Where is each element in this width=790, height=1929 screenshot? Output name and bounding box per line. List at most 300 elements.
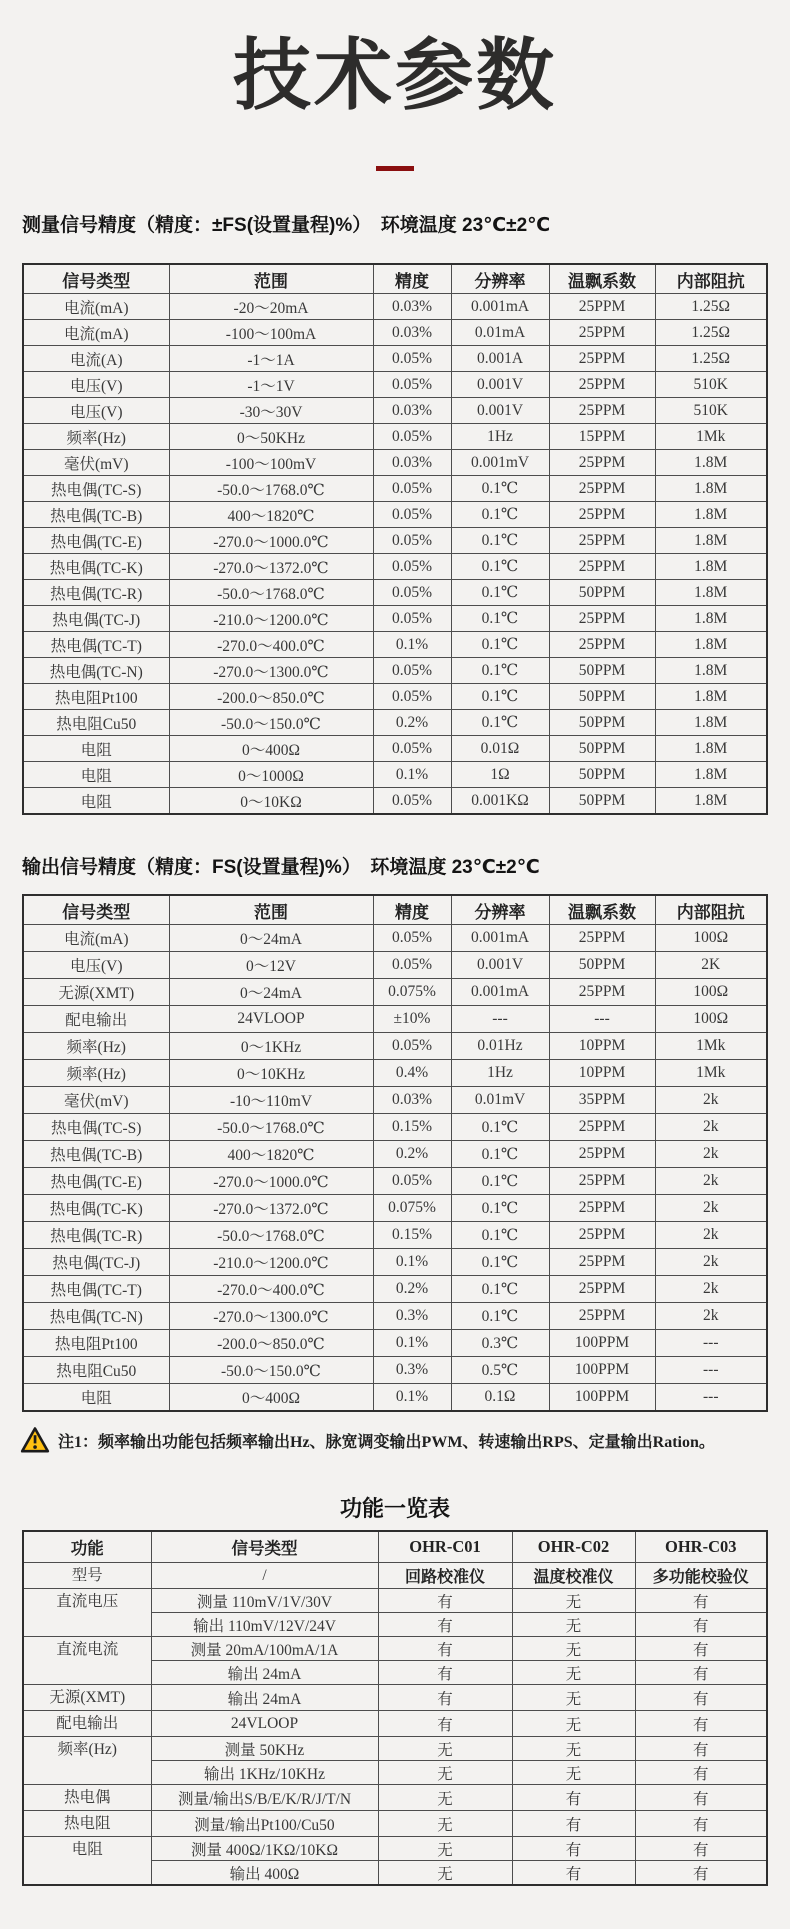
table-row (23, 736, 767, 762)
cell: 热电偶(TC-E) (23, 1168, 169, 1195)
warning-icon (20, 1426, 50, 1454)
cell: 0.001V (451, 398, 549, 424)
cell: 热电偶(TC-J) (23, 606, 169, 632)
cell: 热电偶(TC-K) (23, 1195, 169, 1222)
table-row (23, 502, 767, 528)
cell: 0.1℃ (451, 1249, 549, 1276)
cell: 1.25Ω (655, 294, 767, 320)
cell: 热电偶(TC-R) (23, 580, 169, 606)
cell: 50PPM (549, 684, 655, 710)
cell: 0.15% (373, 1222, 451, 1249)
cell: 无 (378, 1837, 512, 1861)
cell: 0.075% (373, 1195, 451, 1222)
cell: 多功能校验仪 (635, 1563, 767, 1589)
cell: 25PPM (549, 1249, 655, 1276)
cell: 无 (378, 1811, 512, 1837)
cell: 热电阻Cu50 (23, 1357, 169, 1384)
cell: 1.8M (655, 658, 767, 684)
cell: 1.25Ω (655, 346, 767, 372)
table-row (23, 979, 767, 1006)
cell: 1.8M (655, 554, 767, 580)
cell: 1.8M (655, 710, 767, 736)
function-cell: 热电偶 (23, 1785, 151, 1811)
table-header-row (23, 1531, 767, 1563)
cell: 热电偶(TC-T) (23, 632, 169, 658)
cell: 0.001A (451, 346, 549, 372)
function-cell: 频率(Hz) (23, 1737, 151, 1785)
table-row (23, 684, 767, 710)
column-header: 信号类型 (23, 895, 169, 925)
cell: 0.1℃ (451, 710, 549, 736)
cell: 频率(Hz) (23, 1060, 169, 1087)
cell: 0.05% (373, 580, 451, 606)
cell: 0.01Ω (451, 736, 549, 762)
table-row (23, 372, 767, 398)
cell: 0.05% (373, 372, 451, 398)
table-row (23, 1811, 767, 1837)
cell: 0.1℃ (451, 1114, 549, 1141)
table-row (23, 1141, 767, 1168)
cell: 输出 1KHz/10KHz (151, 1761, 378, 1785)
cell: 1Ω (451, 762, 549, 788)
output-section-heading: 输出信号精度（精度：FS(设置量程)%） 环境温度 23℃±2℃ (22, 857, 540, 878)
cell: 0.05% (373, 658, 451, 684)
table-row (23, 762, 767, 788)
cell: -270.0～400.0℃ (169, 1276, 373, 1303)
column-header: 精度 (373, 895, 451, 925)
cell: 25PPM (549, 1195, 655, 1222)
cell: 2k (655, 1114, 767, 1141)
cell: --- (451, 1006, 549, 1033)
cell: 无源(XMT) (23, 979, 169, 1006)
cell: 0.05% (373, 1168, 451, 1195)
cell: 0.4% (373, 1060, 451, 1087)
cell: 50PPM (549, 762, 655, 788)
function-overview-table (22, 1530, 768, 1886)
cell: 有 (635, 1685, 767, 1711)
cell: 无 (512, 1661, 635, 1685)
cell: 25PPM (549, 1141, 655, 1168)
cell: 1Hz (451, 424, 549, 450)
cell: 热电偶(TC-S) (23, 476, 169, 502)
cell: 50PPM (549, 580, 655, 606)
cell: 电流(mA) (23, 320, 169, 346)
table-row (23, 346, 767, 372)
cell: 25PPM (549, 606, 655, 632)
cell: 无 (378, 1761, 512, 1785)
output-accuracy-table (22, 894, 768, 1412)
cell: 毫伏(mV) (23, 1087, 169, 1114)
cell: 0.3% (373, 1303, 451, 1330)
cell: 0～400Ω (169, 1384, 373, 1412)
cell: 0.03% (373, 1087, 451, 1114)
cell: 电压(V) (23, 398, 169, 424)
column-header: 分辨率 (451, 264, 549, 294)
cell: 25PPM (549, 1168, 655, 1195)
cell: 有 (378, 1711, 512, 1737)
cell: 有 (635, 1711, 767, 1737)
cell: / (151, 1563, 378, 1589)
cell: 温度校准仪 (512, 1563, 635, 1589)
cell: 电压(V) (23, 952, 169, 979)
table-row (23, 788, 767, 815)
cell: 有 (378, 1589, 512, 1613)
cell: 电压(V) (23, 372, 169, 398)
cell: 50PPM (549, 658, 655, 684)
cell: 1.8M (655, 580, 767, 606)
cell: 热电偶(TC-E) (23, 528, 169, 554)
cell: 100Ω (655, 979, 767, 1006)
cell: -210.0～1200.0℃ (169, 606, 373, 632)
function-cell: 型号 (23, 1563, 151, 1589)
table-row (23, 1222, 767, 1249)
column-header: 范围 (169, 895, 373, 925)
cell: 25PPM (549, 372, 655, 398)
table-row (23, 424, 767, 450)
table-row (23, 476, 767, 502)
cell: 0.1℃ (451, 632, 549, 658)
cell: 2k (655, 1276, 767, 1303)
column-header: OHR-C03 (635, 1531, 767, 1563)
cell: --- (655, 1330, 767, 1357)
cell: 100Ω (655, 1006, 767, 1033)
cell: 测量/输出Pt100/Cu50 (151, 1811, 378, 1837)
column-header: 范围 (169, 264, 373, 294)
table-header-row (23, 264, 767, 294)
cell: 0.001KΩ (451, 788, 549, 815)
function-table-heading: 功能一览表 (339, 1496, 450, 1521)
cell: 25PPM (549, 1276, 655, 1303)
column-header: 温飘系数 (549, 264, 655, 294)
cell: 0.1% (373, 1249, 451, 1276)
table-header-row (23, 895, 767, 925)
cell: 25PPM (549, 632, 655, 658)
cell: 1.8M (655, 528, 767, 554)
cell: 频率(Hz) (23, 1033, 169, 1060)
cell: 400～1820℃ (169, 1141, 373, 1168)
cell: 热电阻Cu50 (23, 710, 169, 736)
cell: 配电输出 (23, 1006, 169, 1033)
cell: 有 (635, 1589, 767, 1613)
cell: 输出 24mA (151, 1661, 378, 1685)
cell: 1Mk (655, 1060, 767, 1087)
note-text: 注1：频率输出功能包括频率输出Hz、脉宽调变输出PWM、转速输出RPS、定量输出Ration。 (58, 1433, 715, 1451)
function-cell: 直流电压 (23, 1589, 151, 1637)
cell: -50.0～1768.0℃ (169, 476, 373, 502)
column-header: 功能 (23, 1531, 151, 1563)
cell: 1.8M (655, 502, 767, 528)
cell: 2k (655, 1195, 767, 1222)
cell: 无 (512, 1711, 635, 1737)
cell: 0～1000Ω (169, 762, 373, 788)
function-cell: 直流电流 (23, 1637, 151, 1685)
cell: 0.1% (373, 632, 451, 658)
title-accent-dash (376, 166, 414, 171)
cell: 100PPM (549, 1357, 655, 1384)
cell: -270.0～1300.0℃ (169, 658, 373, 684)
cell: 24VLOOP (151, 1711, 378, 1737)
table-row (23, 1711, 767, 1737)
cell: 0.03% (373, 320, 451, 346)
cell: 0.05% (373, 606, 451, 632)
cell: 有 (378, 1637, 512, 1661)
cell: 有 (635, 1661, 767, 1685)
cell: 1.25Ω (655, 320, 767, 346)
cell: 0.05% (373, 424, 451, 450)
cell: 100PPM (549, 1330, 655, 1357)
cell: 0.15% (373, 1114, 451, 1141)
cell: 0.1℃ (451, 1195, 549, 1222)
cell: 0.2% (373, 1276, 451, 1303)
cell: 0.1℃ (451, 502, 549, 528)
cell: 0.1℃ (451, 580, 549, 606)
cell: -20～20mA (169, 294, 373, 320)
cell: -1～1V (169, 372, 373, 398)
table-row (23, 1276, 767, 1303)
table-row (23, 1384, 767, 1412)
table-row (23, 1357, 767, 1384)
cell: 电阻 (23, 1384, 169, 1412)
cell: 测量 110mV/1V/30V (151, 1589, 378, 1613)
cell: 测量 400Ω/1KΩ/10KΩ (151, 1837, 378, 1861)
cell: 100PPM (549, 1384, 655, 1412)
cell: 无 (512, 1685, 635, 1711)
cell: 无 (512, 1613, 635, 1637)
cell: 0.05% (373, 502, 451, 528)
cell: --- (549, 1006, 655, 1033)
cell: -200.0～850.0℃ (169, 1330, 373, 1357)
table-row (23, 952, 767, 979)
cell: 1.8M (655, 476, 767, 502)
cell: 0.1% (373, 762, 451, 788)
cell: 0.05% (373, 476, 451, 502)
cell: 电流(mA) (23, 925, 169, 952)
cell: 有 (378, 1613, 512, 1637)
cell: 25PPM (549, 476, 655, 502)
cell: 有 (635, 1785, 767, 1811)
table-row (23, 1637, 767, 1661)
cell: 0.2% (373, 710, 451, 736)
table-row (23, 1563, 767, 1589)
column-header: 分辨率 (451, 895, 549, 925)
cell: 25PPM (549, 979, 655, 1006)
cell: 0.1℃ (451, 476, 549, 502)
cell: 0.001mA (451, 925, 549, 952)
cell: 2K (655, 952, 767, 979)
cell: 0.1℃ (451, 684, 549, 710)
cell: 0.01mV (451, 1087, 549, 1114)
cell: -270.0～1000.0℃ (169, 1168, 373, 1195)
cell: 热电偶(TC-N) (23, 658, 169, 684)
cell: 有 (635, 1737, 767, 1761)
cell: 2k (655, 1249, 767, 1276)
cell: 24VLOOP (169, 1006, 373, 1033)
cell: -100～100mA (169, 320, 373, 346)
cell: 0～10KHz (169, 1060, 373, 1087)
cell: -270.0～1300.0℃ (169, 1303, 373, 1330)
cell: 0～24mA (169, 979, 373, 1006)
cell: 0～1KHz (169, 1033, 373, 1060)
cell: -210.0～1200.0℃ (169, 1249, 373, 1276)
table-row (23, 1589, 767, 1613)
cell: 无 (378, 1737, 512, 1761)
cell: 无 (378, 1861, 512, 1886)
cell: 50PPM (549, 736, 655, 762)
table-row (23, 925, 767, 952)
cell: 测量 20mA/100mA/1A (151, 1637, 378, 1661)
cell: 有 (635, 1637, 767, 1661)
table-row (23, 1168, 767, 1195)
table-row (23, 710, 767, 736)
cell: 0.05% (373, 736, 451, 762)
cell: 1.8M (655, 606, 767, 632)
cell: 1.8M (655, 788, 767, 815)
cell: 0.001V (451, 372, 549, 398)
cell: 0.1℃ (451, 528, 549, 554)
cell: 2k (655, 1303, 767, 1330)
cell: 测量/输出S/B/E/K/R/J/T/N (151, 1785, 378, 1811)
cell: 0.03% (373, 398, 451, 424)
column-header: 信号类型 (151, 1531, 378, 1563)
cell: 1.8M (655, 450, 767, 476)
function-cell: 无源(XMT) (23, 1685, 151, 1711)
cell: 电流(A) (23, 346, 169, 372)
note-1 (20, 1426, 790, 1454)
cell: 有 (635, 1613, 767, 1637)
table-row (23, 1330, 767, 1357)
measurement-accuracy-table (22, 263, 768, 815)
cell: 有 (635, 1861, 767, 1886)
cell: 输出 24mA (151, 1685, 378, 1711)
cell: 0.05% (373, 528, 451, 554)
cell: 10PPM (549, 1033, 655, 1060)
cell: 0.05% (373, 554, 451, 580)
cell: 0.2% (373, 1141, 451, 1168)
cell: 无 (512, 1589, 635, 1613)
cell: 热电偶(TC-B) (23, 502, 169, 528)
table-row (23, 398, 767, 424)
cell: 有 (512, 1837, 635, 1861)
cell: 0.1℃ (451, 1222, 549, 1249)
cell: 400～1820℃ (169, 502, 373, 528)
cell: 100Ω (655, 925, 767, 952)
cell: --- (655, 1384, 767, 1412)
column-header: 内部阻抗 (655, 264, 767, 294)
cell: 毫伏(mV) (23, 450, 169, 476)
cell: 25PPM (549, 294, 655, 320)
function-cell: 配电输出 (23, 1711, 151, 1737)
cell: 1.8M (655, 632, 767, 658)
cell: 测量 50KHz (151, 1737, 378, 1761)
cell: 无 (512, 1637, 635, 1661)
cell: 输出 110mV/12V/24V (151, 1613, 378, 1637)
cell: 25PPM (549, 502, 655, 528)
cell: 回路校准仪 (378, 1563, 512, 1589)
cell: 0～10KΩ (169, 788, 373, 815)
cell: 0.1℃ (451, 1303, 549, 1330)
cell: ±10% (373, 1006, 451, 1033)
cell: 有 (635, 1811, 767, 1837)
cell: 热电阻Pt100 (23, 1330, 169, 1357)
cell: 电阻 (23, 736, 169, 762)
cell: 2k (655, 1087, 767, 1114)
cell: 25PPM (549, 1303, 655, 1330)
cell: 10PPM (549, 1060, 655, 1087)
cell: 50PPM (549, 710, 655, 736)
cell: 1Mk (655, 1033, 767, 1060)
cell: 0～50KHz (169, 424, 373, 450)
cell: 50PPM (549, 952, 655, 979)
table-row (23, 528, 767, 554)
table-row (23, 1195, 767, 1222)
cell: -30～30V (169, 398, 373, 424)
cell: 热电偶(TC-J) (23, 1249, 169, 1276)
cell: 有 (378, 1685, 512, 1711)
cell: 0～12V (169, 952, 373, 979)
cell: 25PPM (549, 1222, 655, 1249)
cell: 频率(Hz) (23, 424, 169, 450)
cell: 0.1% (373, 1384, 451, 1412)
cell: 1Mk (655, 424, 767, 450)
table-row (23, 1685, 767, 1711)
cell: 0.1% (373, 1330, 451, 1357)
cell: 510K (655, 398, 767, 424)
cell: 热电偶(TC-N) (23, 1303, 169, 1330)
cell: 0.1℃ (451, 658, 549, 684)
table-row (23, 1837, 767, 1861)
cell: 1.8M (655, 762, 767, 788)
table-row (23, 450, 767, 476)
cell: 0.05% (373, 346, 451, 372)
cell: 电阻 (23, 762, 169, 788)
cell: 0～400Ω (169, 736, 373, 762)
cell: 0.1Ω (451, 1384, 549, 1412)
cell: 0.01Hz (451, 1033, 549, 1060)
cell: 有 (635, 1837, 767, 1861)
cell: 25PPM (549, 1114, 655, 1141)
cell: 0.1℃ (451, 1276, 549, 1303)
cell: -100～100mV (169, 450, 373, 476)
cell: 35PPM (549, 1087, 655, 1114)
column-header: OHR-C01 (378, 1531, 512, 1563)
table-row (23, 554, 767, 580)
cell: 0.5℃ (451, 1357, 549, 1384)
cell: 热电偶(TC-R) (23, 1222, 169, 1249)
cell: 0.3℃ (451, 1330, 549, 1357)
cell: 热电偶(TC-T) (23, 1276, 169, 1303)
cell: -50.0～1768.0℃ (169, 580, 373, 606)
cell: 0～24mA (169, 925, 373, 952)
table-row (23, 1303, 767, 1330)
measurement-section-heading: 测量信号精度（精度：±FS(设置量程)%） 环境温度 23℃±2℃ (22, 215, 551, 236)
cell: 2k (655, 1222, 767, 1249)
cell: 0.001mA (451, 979, 549, 1006)
table-row (23, 1114, 767, 1141)
cell: -270.0～1372.0℃ (169, 1195, 373, 1222)
cell: 0.05% (373, 925, 451, 952)
function-cell: 电阻 (23, 1837, 151, 1886)
cell: -270.0～1000.0℃ (169, 528, 373, 554)
cell: -10～110mV (169, 1087, 373, 1114)
cell: 0.05% (373, 1033, 451, 1060)
cell: 1Hz (451, 1060, 549, 1087)
cell: 2k (655, 1168, 767, 1195)
cell: 0.1℃ (451, 606, 549, 632)
cell: 25PPM (549, 528, 655, 554)
cell: 电流(mA) (23, 294, 169, 320)
cell: 电阻 (23, 788, 169, 815)
cell: 25PPM (549, 925, 655, 952)
